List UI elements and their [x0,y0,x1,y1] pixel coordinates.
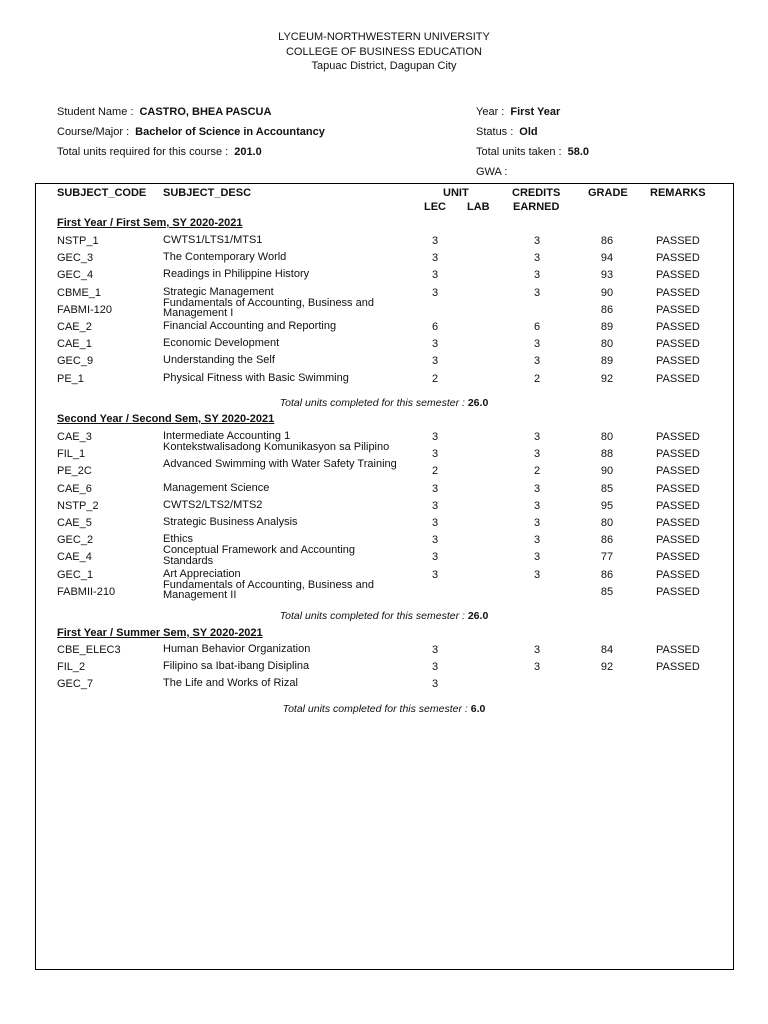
credits-earned: 3 [533,661,541,674]
subject-desc: Strategic Management [163,285,274,298]
semester-total-value: 26.0 [467,397,489,409]
header-grade: GRADE [588,187,628,199]
subject-code: GEC_2 [57,534,94,547]
grade: 77 [600,551,614,564]
header-remarks: REMARKS [650,187,706,199]
semester-total-value: 6.0 [470,703,486,715]
university-name: LYCEUM-NORTHWESTERN UNIVERSITY [278,31,490,43]
grade: 94 [600,252,614,265]
table-row [0,517,768,534]
semester-total-value: 26.0 [467,610,489,622]
course-label: Course/Major : [57,126,130,138]
subject-code: GEC_7 [57,678,94,691]
units-required-field [57,146,262,158]
unit-lec: 3 [431,517,439,529]
subject-desc: Human Behavior Organization [163,643,311,655]
credits-earned: 3 [533,482,541,495]
remarks: PASSED [656,286,700,299]
year-value: First Year [510,106,561,118]
remarks: PASSED [656,321,700,333]
credits-earned: 6 [533,321,541,333]
credits-earned: 3 [533,534,541,547]
grade: 92 [600,372,614,385]
student-name-label: Student Name : [57,106,134,118]
grade: 93 [600,269,614,282]
subject-desc: Financial Accounting and Reporting [163,320,337,332]
grade: 89 [600,355,614,368]
status-field [476,126,538,138]
unit-lec: 6 [431,321,439,333]
grade: 80 [600,338,614,351]
year-field [476,106,560,118]
semester-total [0,610,768,622]
subject-desc: Intermediate Accounting 1 [163,430,291,442]
semester-total [0,703,768,715]
remarks: PASSED [656,252,700,265]
subject-code: FIL_1 [57,448,86,461]
header-lab: LAB [467,201,490,213]
remarks: PASSED [656,517,700,529]
remarks: PASSED [656,499,700,512]
table-row [0,661,768,678]
table-row [0,296,768,321]
unit-lec: 3 [431,338,439,351]
subject-desc: CWTS1/LTS1/MTS1 [163,234,263,246]
subject-code: FIL_2 [57,661,86,674]
credits-earned: 3 [533,644,541,656]
course-value: Bachelor of Science in Accountancy [135,126,325,138]
subject-desc: Art Appreciation [163,567,241,580]
header-lec: LEC [424,201,446,213]
unit-lec: 3 [431,269,439,282]
subject-desc: Kontekstwalisadong Komunikasyon sa Pilipino [163,441,390,454]
table-row [0,500,768,517]
student-name-value: CASTRO, BHEA PASCUA [139,106,272,118]
credits-earned: 3 [533,252,541,265]
table-row [0,373,768,390]
credits-earned: 3 [533,517,541,529]
credits-earned: 2 [533,465,541,478]
subject-desc: Strategic Business Analysis [163,516,298,528]
table-row [0,458,768,482]
table-row [0,338,768,355]
semester-title: Second Year / Second Sem, SY 2020-2021 [57,413,275,425]
remarks: PASSED [656,644,700,656]
subject-desc: The Life and Works of Rizal [163,677,298,690]
subject-desc: Conceptual Framework and Accounting Standards [163,544,355,567]
unit-lec: 3 [431,661,439,674]
subject-code: PE_2C [57,465,92,478]
subject-code: CAE_3 [57,431,92,443]
remarks: PASSED [656,355,700,368]
document-header [0,30,768,74]
unit-lec: 3 [431,644,439,656]
credits-earned: 2 [533,372,541,385]
subject-desc: Fundamentals of Accounting, Business and Management I [163,296,374,320]
semester-total-label: Total units completed for this semester : [282,703,471,715]
header-credits: CREDITS [512,187,561,199]
grade: 89 [600,321,614,333]
semester-title: First Year / First Sem, SY 2020-2021 [57,217,243,229]
unit-lec: 3 [431,286,439,299]
credits-earned: 3 [533,568,541,581]
unit-lec: 3 [431,568,439,581]
grade: 85 [600,482,614,495]
subject-desc: The Contemporary World [163,251,287,264]
unit-lec: 3 [431,448,439,461]
subject-code: CBE_ELEC3 [57,644,121,656]
unit-lec: 3 [431,431,439,443]
grade: 90 [600,465,614,478]
unit-lec: 3 [431,482,439,495]
grade: 86 [600,303,614,316]
subject-code: FABMII-210 [57,585,116,598]
unit-lec: 3 [431,235,439,247]
remarks: PASSED [656,431,700,443]
remarks: PASSED [656,551,700,564]
address: Tapuac District, Dagupan City [311,60,457,72]
subject-code: GEC_4 [57,269,94,282]
remarks: PASSED [656,448,700,461]
grade: 95 [600,499,614,512]
credits-earned: 3 [533,355,541,368]
table-row [0,321,768,338]
semester-total-label: Total units completed for this semester : [279,610,468,622]
grade: 86 [600,534,614,547]
unit-lec: 3 [431,678,439,691]
credits-earned: 3 [533,269,541,282]
units-required-label: Total units required for this course : [57,146,229,158]
subject-desc: Filipino sa Ibat-ibang Disiplina [163,660,310,673]
subject-code: CBME_1 [57,286,102,299]
table-row [0,644,768,661]
subject-code: NSTP_1 [57,235,99,247]
course-field [57,126,325,138]
remarks: PASSED [656,568,700,581]
subject-code: NSTP_2 [57,499,99,512]
subject-desc: Management Science [163,481,270,494]
subject-desc: Ethics [163,533,193,546]
unit-lec: 3 [431,252,439,265]
table-row [0,483,768,500]
credits-earned: 3 [533,431,541,443]
units-taken-field [476,146,589,158]
subject-code: GEC_1 [57,568,94,581]
header-subject-code: SUBJECT_CODE [57,187,147,199]
units-required-value: 201.0 [234,146,262,158]
subject-desc: CWTS2/LTS2/MTS2 [163,498,263,511]
unit-lec: 3 [431,534,439,547]
status-value: Old [519,126,538,138]
grade: 86 [600,568,614,581]
table-row [0,578,768,603]
header-unit: UNIT [443,187,469,199]
subject-code: CAE_2 [57,321,92,333]
credits-earned: 3 [533,499,541,512]
remarks: PASSED [656,269,700,282]
remarks: PASSED [656,482,700,495]
credits-earned: 3 [533,551,541,564]
subject-code: CAE_5 [57,517,92,529]
status-label: Status : [476,126,514,138]
subject-code: GEC_9 [57,355,94,368]
remarks: PASSED [656,661,700,674]
gwa-label: GWA : [476,166,508,178]
credits-earned: 3 [533,235,541,247]
table-row [0,544,768,568]
credits-earned: 3 [533,448,541,461]
unit-lec: 3 [431,499,439,512]
subject-code: FABMI-120 [57,303,113,316]
semester-total [0,397,768,409]
unit-lec: 3 [431,355,439,368]
grade: 84 [600,644,614,656]
unit-lec: 3 [431,551,439,564]
remarks: PASSED [656,585,700,598]
unit-lec: 2 [431,372,439,385]
semester-title: First Year / Summer Sem, SY 2020-2021 [57,627,263,639]
subject-code: CAE_4 [57,551,92,564]
subject-desc: Readings in Philippine History [163,268,310,281]
credits-earned: 3 [533,286,541,299]
subject-code: GEC_3 [57,252,94,265]
units-taken-label: Total units taken : [476,146,562,158]
subject-code: CAE_6 [57,482,92,495]
grade: 92 [600,661,614,674]
subject-code: CAE_1 [57,338,92,351]
remarks: PASSED [656,235,700,247]
subject-desc: Physical Fitness with Basic Swimming [163,371,349,384]
grade: 80 [600,517,614,529]
credits-earned: 3 [533,338,541,351]
subject-desc: Fundamentals of Accounting, Business and Management II [163,578,374,602]
table-row [0,355,768,372]
table-row [0,269,768,286]
unit-lec: 2 [431,465,439,478]
table-row [0,252,768,269]
subject-desc: Economic Development [163,337,280,350]
semester-total-label: Total units completed for this semester : [279,397,468,409]
remarks: PASSED [656,465,700,478]
remarks: PASSED [656,534,700,547]
subject-desc: Advanced Swimming with Water Safety Training [163,458,397,471]
grade: 88 [600,448,614,461]
remarks: PASSED [656,338,700,351]
gwa-field [476,166,507,178]
header-earned: EARNED [513,201,560,213]
table-row [0,678,768,695]
year-label: Year : [476,106,505,118]
remarks: PASSED [656,303,700,316]
college-name: COLLEGE OF BUSINESS EDUCATION [285,45,482,58]
subject-desc: Understanding the Self [163,354,275,367]
table-row [0,235,768,252]
student-name-field [57,106,271,118]
grade: 90 [600,286,614,299]
subject-code: PE_1 [57,372,84,385]
header-subject-desc: SUBJECT_DESC [163,187,252,199]
units-taken-value: 58.0 [567,146,590,158]
grade: 86 [600,235,614,247]
grade: 85 [600,585,614,598]
grade: 80 [600,431,614,443]
remarks: PASSED [656,372,700,385]
